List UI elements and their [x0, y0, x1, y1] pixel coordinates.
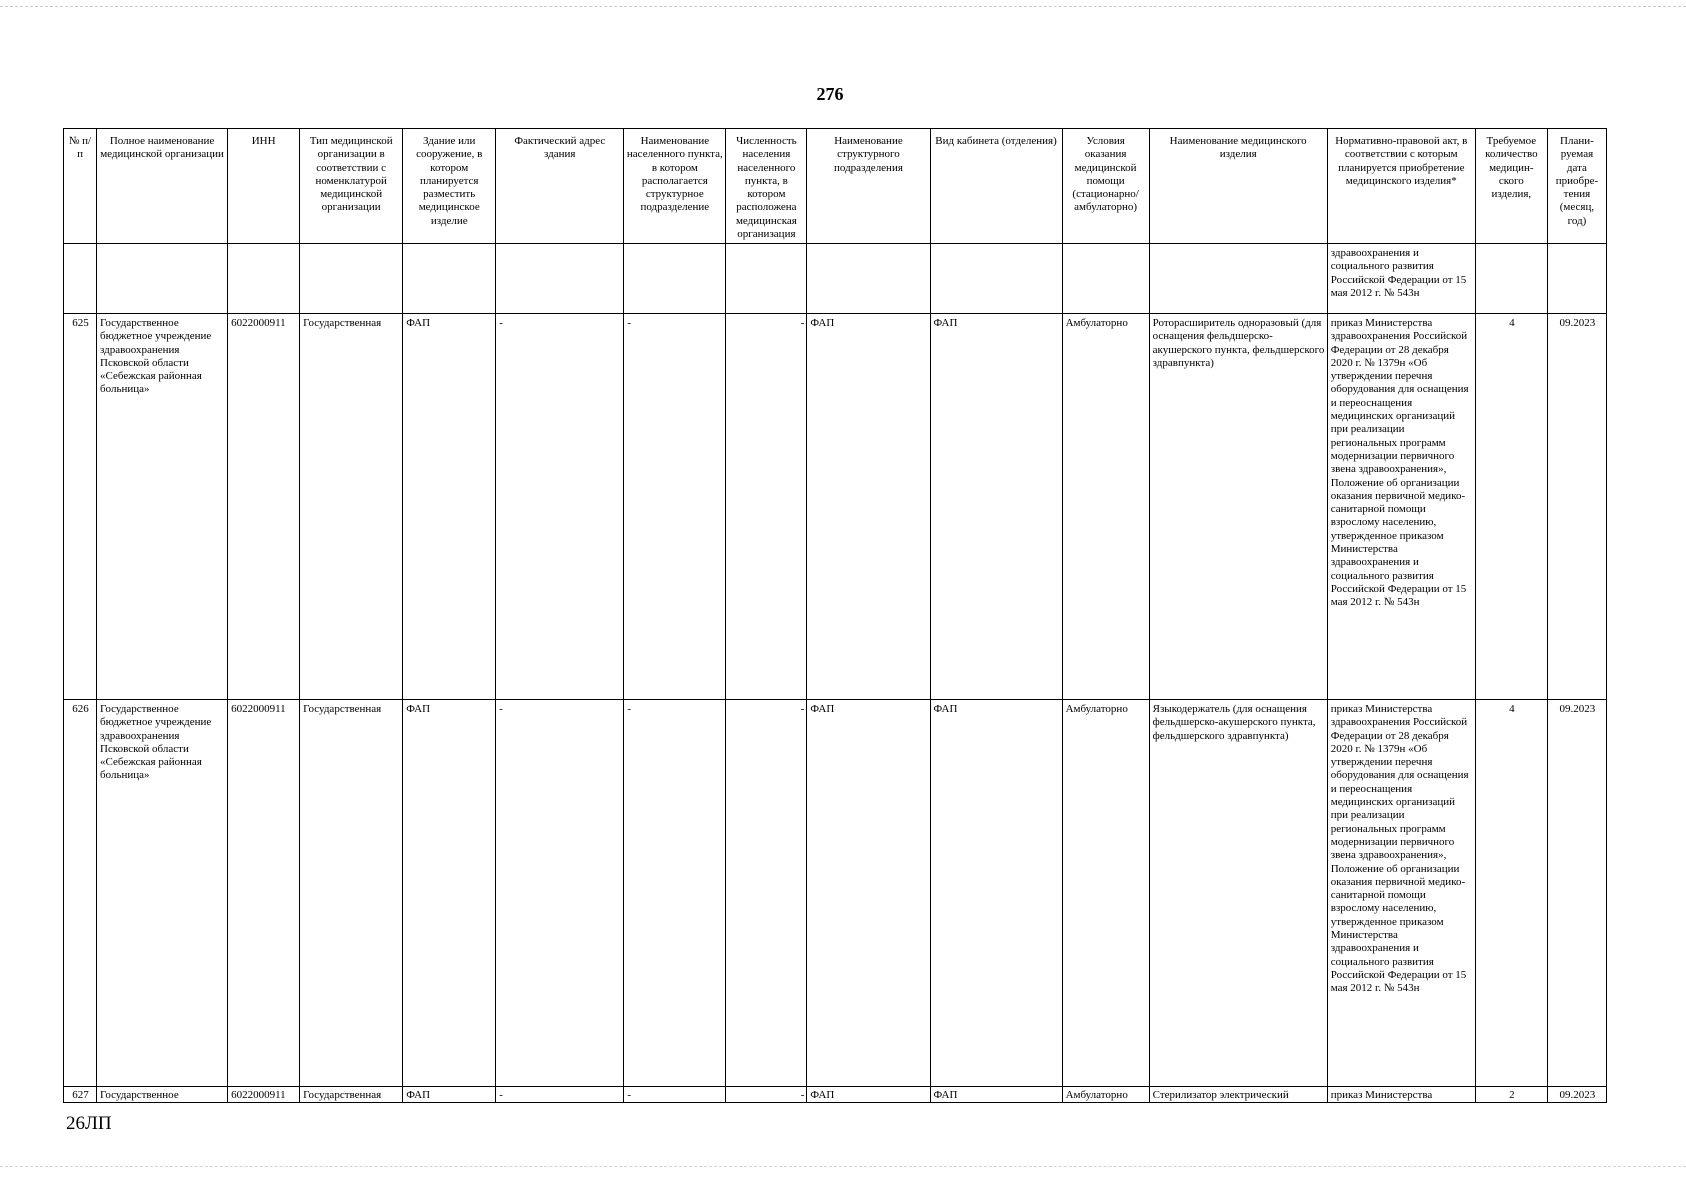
header-cabinet: Вид кабинета (отделения) — [930, 129, 1062, 244]
scan-edge-bottom — [0, 1166, 1686, 1167]
header-date: Плани-руемая дата приобре-тения (месяц, год) — [1547, 129, 1606, 244]
page-number: 276 — [816, 84, 844, 104]
header-locality: Наименование населенного пункта, в котором располагается структурное подразделение — [624, 129, 726, 244]
inn-cell: 6022000911 — [228, 314, 300, 700]
conditions-cell: Амбулаторно — [1062, 1087, 1149, 1103]
address-cell: - — [496, 1087, 624, 1103]
header-address: Фактический адрес здания — [496, 129, 624, 244]
header-building: Здание или сооружение, в котором планируется разместить медицинское изделие — [403, 129, 496, 244]
device-cell: Языкодержатель (для оснащения фельдшерско-акушерского пункта, фельдшерского здравпункта) — [1149, 700, 1327, 1087]
continuation-row — [64, 244, 1607, 314]
population-cell: - — [726, 314, 807, 700]
header-org: Полное наименование медицинской организации — [97, 129, 228, 244]
continuation-act-cell: здравоохранения и социального развития Российской Федерации от 15 мая 2012 г. № 543н — [1327, 244, 1475, 314]
act-cell: приказ Министерства здравоохранения Российской Федерации от 28 декабря 2020 г. № 1379н «Об утверждении перечня оборудования для оснащения и переоснащения медицинских организаций при реализации региональных программ модернизации первичного звена здравоохранения», Положение об организации оказания первичной медико-санитарной помощи взрослому населению, утвержденное приказом Министерства здравоохранения и социального развития Российской Федерации от 15 мая 2012 г. № 543н — [1327, 314, 1475, 700]
document-code: 26ЛП — [66, 1113, 112, 1134]
inn-cell: 6022000911 — [228, 700, 300, 1087]
date-cell: 09.2023 — [1547, 314, 1606, 700]
building-cell: ФАП — [403, 1087, 496, 1103]
conditions-cell: Амбулаторно — [1062, 314, 1149, 700]
table-row — [64, 314, 1607, 700]
header-type: Тип медицинской организации в соответствии с номенклатурой медицинской организации — [300, 129, 403, 244]
row-number: 625 — [64, 314, 97, 700]
org-type-cell: Государственная — [300, 314, 403, 700]
header-inn: ИНН — [228, 129, 300, 244]
org-name-cell: Государственное бюджетное учреждение здравоохранения Псковской области «Себежская районная больница» — [97, 700, 228, 1087]
header-qty: Требуемое количество медицин-ского изделия, — [1475, 129, 1547, 244]
building-cell: ФАП — [403, 700, 496, 1087]
unit-cell: ФАП — [807, 1087, 930, 1103]
header-num: № п/п — [64, 129, 97, 244]
address-cell: - — [496, 700, 624, 1087]
org-name-cell: Государственное — [97, 1087, 228, 1103]
locality-cell: - — [624, 1087, 726, 1103]
act-cell: приказ Министерства — [1327, 1087, 1475, 1103]
table-row — [64, 700, 1607, 1087]
quantity-cell: 4 — [1475, 314, 1547, 700]
header-unit: Наименование структурного подразделения — [807, 129, 930, 244]
locality-cell: - — [624, 314, 726, 700]
date-cell: 09.2023 — [1547, 700, 1606, 1087]
org-name-cell: Государственное бюджетное учреждение здравоохранения Псковской области «Себежская районная больница» — [97, 314, 228, 700]
medical-device-table — [63, 128, 1607, 1103]
row-number: 626 — [64, 700, 97, 1087]
org-type-cell: Государственная — [300, 1087, 403, 1103]
act-cell: приказ Министерства здравоохранения Российской Федерации от 28 декабря 2020 г. № 1379н «Об утверждении перечня оборудования для оснащения и переоснащения медицинских организаций при реализации региональных программ модернизации первичного звена здравоохранения», Положение об организации оказания первичной медико-санитарной помощи взрослому населению, утвержденное приказом Министерства здравоохранения и социального развития Российской Федерации от 15 мая 2012 г. № 543н — [1327, 700, 1475, 1087]
device-cell: Стерилизатор электрический — [1149, 1087, 1327, 1103]
org-type-cell: Государственная — [300, 700, 403, 1087]
population-cell: - — [726, 1087, 807, 1103]
building-cell: ФАП — [403, 314, 496, 700]
cabinet-cell: ФАП — [930, 700, 1062, 1087]
header-population: Численность населения населенного пункта, в котором расположена медицинская организация — [726, 129, 807, 244]
scan-edge-top — [0, 6, 1686, 7]
cabinet-cell: ФАП — [930, 314, 1062, 700]
date-cell: 09.2023 — [1547, 1087, 1606, 1103]
address-cell: - — [496, 314, 624, 700]
quantity-cell: 4 — [1475, 700, 1547, 1087]
header-conditions: Условия оказания медицинской помощи (стационарно/ амбулаторно) — [1062, 129, 1149, 244]
population-cell: - — [726, 700, 807, 1087]
conditions-cell: Амбулаторно — [1062, 700, 1149, 1087]
quantity-cell: 2 — [1475, 1087, 1547, 1103]
locality-cell: - — [624, 700, 726, 1087]
unit-cell: ФАП — [807, 700, 930, 1087]
table-row — [64, 1087, 1607, 1103]
device-cell: Роторасширитель одноразовый (для оснащения фельдшерско-акушерского пункта, фельдшерского здравпункта) — [1149, 314, 1327, 700]
cabinet-cell: ФАП — [930, 1087, 1062, 1103]
header-act: Нормативно-правовой акт, в соответствии с которым планируется приобретение медицинского изделия* — [1327, 129, 1475, 244]
header-device: Наименование медицинского изделия — [1149, 129, 1327, 244]
inn-cell: 6022000911 — [228, 1087, 300, 1103]
row-number: 627 — [64, 1087, 97, 1103]
unit-cell: ФАП — [807, 314, 930, 700]
header-row — [64, 129, 1607, 244]
